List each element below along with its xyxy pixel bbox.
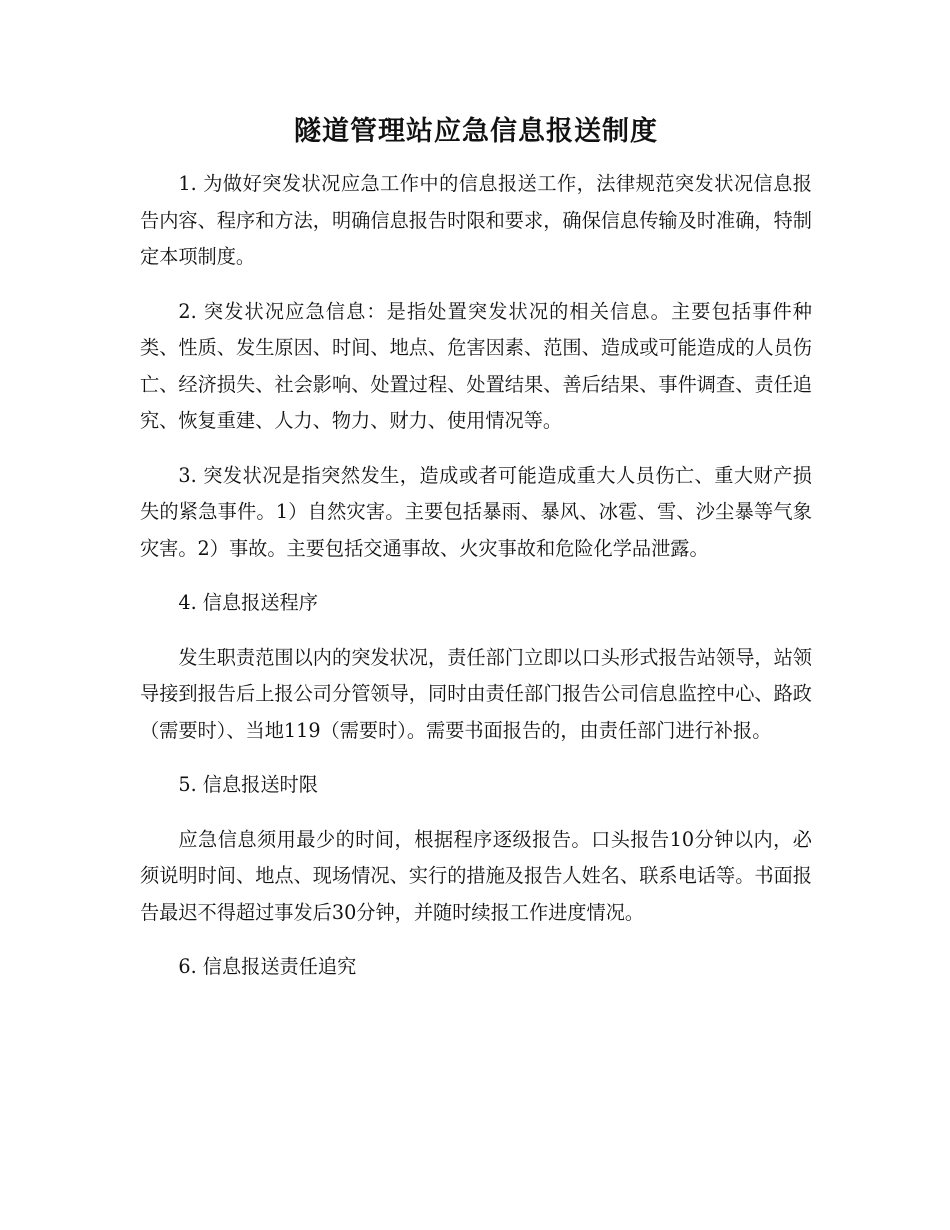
document-title: 隧道管理站应急信息报送制度 <box>294 116 658 147</box>
paragraph-purpose: 1. 为做好突发状况应急工作中的信息报送工作，法律规范突发状况信息报告内容、程序和方法，明确信息报告时限和要求，确保信息传输及时准确，特制定本项制度。 <box>140 172 812 268</box>
document-page <box>140 108 812 1004</box>
paragraph-time-limit: 应急信息须用最少的时间，根据程序逐级报告。口头报告10分钟以内，必须说明时间、地点、现场情况、实行的措施及报告人姓名、联系电话等。书面报告最迟不得超过事发后30分钟，并随时续报工作进度情况。 <box>140 827 812 924</box>
section-heading-time-limit: 5. 信息报送时限 <box>178 773 318 796</box>
paragraph-definition-emergency: 3. 突发状况是指突然发生，造成或者可能造成重大人员伤亡、重大财产损失的紧急事件。1）自然灾害。主要包括暴雨、暴风、冰雹、雪、沙尘暴等气象灾害。2）事故。主要包括交通事故、火灾事故和危险化学品泄露。 <box>140 463 812 560</box>
section-heading-accountability: 6. 信息报送责任追究 <box>178 955 357 978</box>
paragraph-definition-info: 2. 突发状况应急信息：是指处置突发状况的相关信息。主要包括事件种类、性质、发生原因、时间、地点、危害因素、范围、造成或可能造成的人员伤亡、经济损失、社会影响、处置过程、处置结果、善后结果、事件调查、责任追究、恢复重建、人力、物力、财力、使用情况等。 <box>140 299 812 432</box>
paragraph-procedure: 发生职责范围以内的突发状况，责任部门立即以口头形式报告站领导，站领导接到报告后上报公司分管领导，同时由责任部门报告公司信息监控中心、路政（需要时）、当地119（需要时）。需要书面报告的，由责任部门进行补报。 <box>140 645 812 742</box>
section-heading-procedure: 4. 信息报送程序 <box>178 591 318 614</box>
